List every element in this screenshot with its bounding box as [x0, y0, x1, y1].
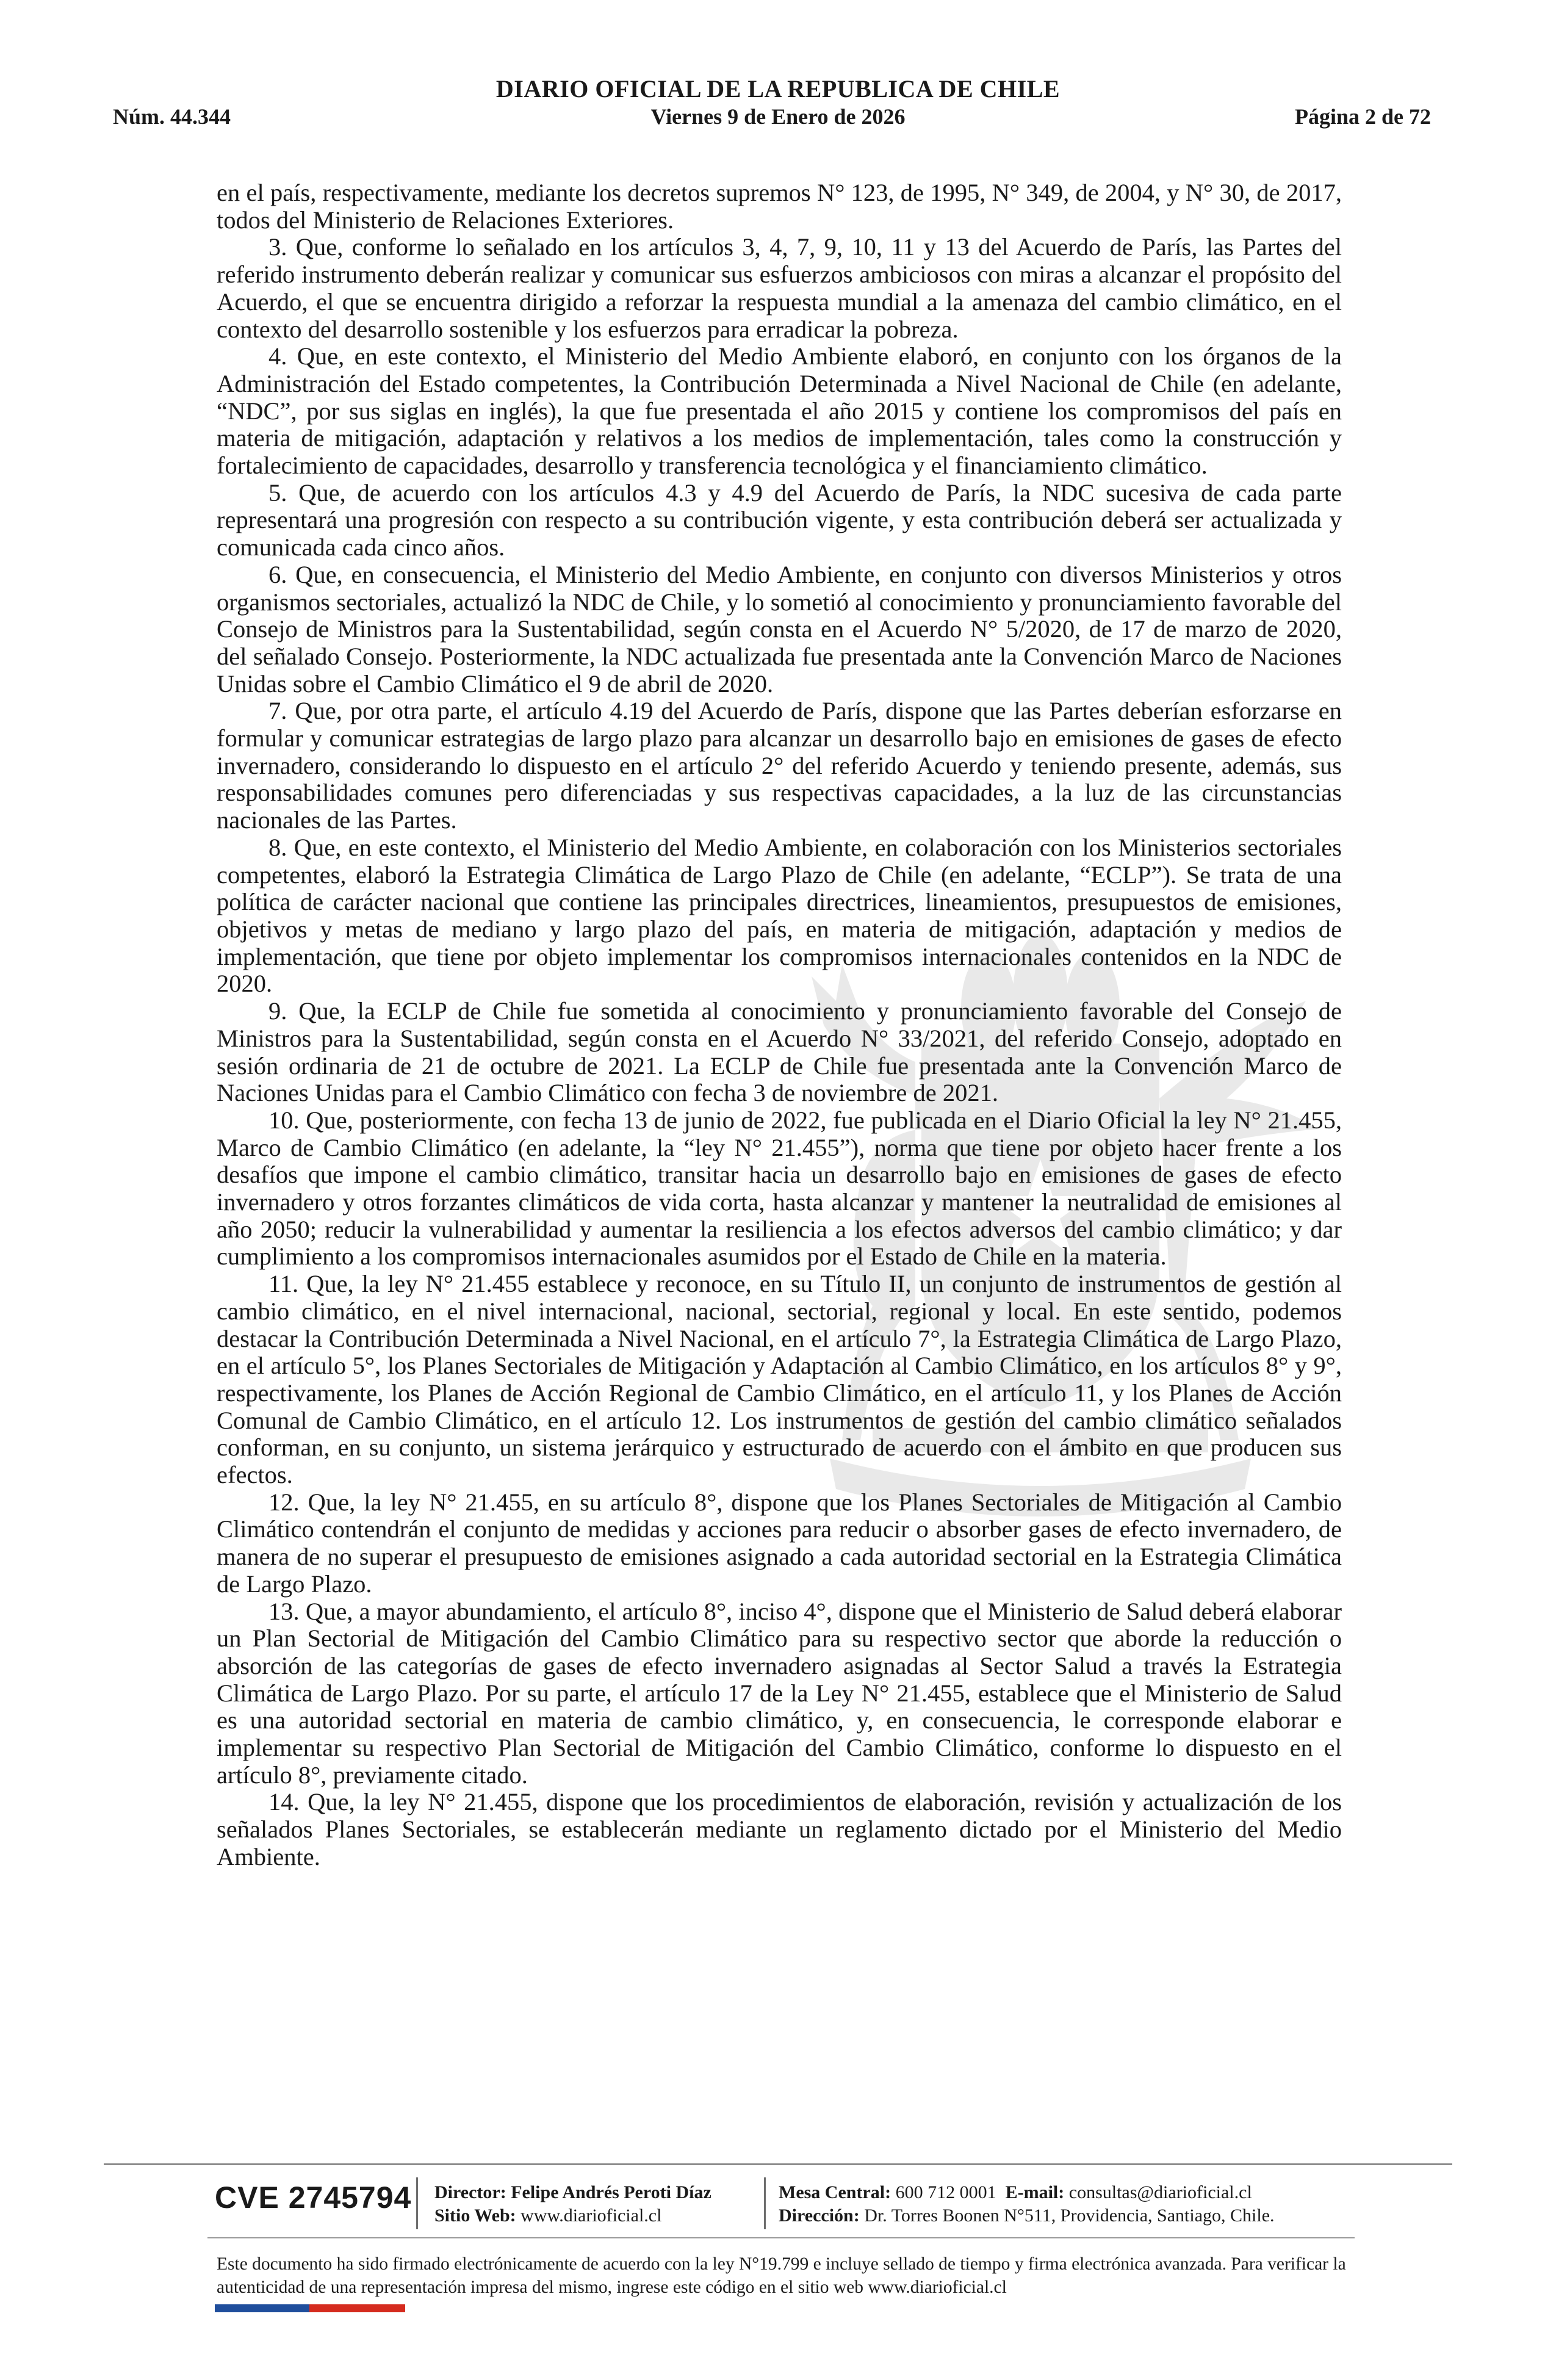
- paragraph: 13. Que, a mayor abundamiento, el artículo 8°, inciso 4°, dispone que el Ministerio de Salud deberá elaborar un Plan Sectorial de Mitigación del Cambio Climático para su respectivo sector que aborde la reducción o absorción de las categorías de gases de efecto invernadero asignadas al Sector Salud a través la Estrategia Climática de Largo Plazo. Por su parte, el artículo 17 de la Ley N° 21.455, establece que el Ministerio de Salud es una autoridad sectorial en materia de cambio climático, y, en consecuencia, le corresponde elaborar e implementar su respectivo Plan Sectorial de Mitigación del Cambio Climático, conforme lo dispuesto en el artículo 8°, previamente citado.: [217, 1597, 1342, 1789]
- footer-separator: [416, 2177, 418, 2229]
- issue-number: Núm. 44.344: [113, 104, 231, 129]
- paragraph: 11. Que, la ley N° 21.455 establece y reconoce, en su Título II, un conjunto de instrumentos de gestión al cambio climático, en el nivel internacional, nacional, sectorial, regional y local. En este sentido, podemos destacar la Contribución Determinada a Nivel Nacional, en el artículo 7°, la Estrategia Climática de Largo Plazo, en el artículo 5°, los Planes Sectoriales de Mitigación y Adaptación al Cambio Climático, en los artículos 8° y 9°, respectivamente, los Planes de Acción Regional de Cambio Climático, en el artículo 11, y los Planes de Acción Comunal de Cambio Climático, en el artículo 12. Los instrumentos de gestión del cambio climático señalados conforman, en su conjunto, un sistema jerárquico y estructurado de acuerdo con el ámbito en que producen sus efectos.: [217, 1270, 1342, 1489]
- flag-stripe-red: [309, 2304, 405, 2312]
- paragraph: 9. Que, la ECLP de Chile fue sometida al conocimiento y pronunciamiento favorable del Consejo de Ministros para la Sustentabilidad, según consta en el Acuerdo N° 33/2021, del referido Consejo, adoptado en sesión ordinaria de 21 de octubre de 2021. La ECLP de Chile fue presentada ante la Convención Marco de Naciones Unidas para el Cambio Climático con fecha 3 de noviembre de 2021.: [217, 997, 1342, 1107]
- email-link[interactable]: consultas@diarioficial.cl: [1068, 2182, 1252, 2202]
- address-text: Dr. Torres Boonen N°511, Providencia, Santiago, Chile.: [864, 2205, 1275, 2226]
- director-label: Director:: [434, 2182, 506, 2202]
- paragraph: 5. Que, de acuerdo con los artículos 4.3 y 4.9 del Acuerdo de París, la NDC sucesiva de cada parte representará una progresión con respecto a su contribución vigente, y esta contribución deberá ser actualizada y comunicada cada cinco años.: [217, 478, 1342, 561]
- website-link[interactable]: www.diarioficial.cl: [520, 2205, 662, 2226]
- electronic-signature-notice: Este documento ha sido firmado electrónicamente de acuerdo con la ley N°19.799 e incluye sellado de tiempo y firma electrónica avanzada. Para verificar la autenticidad de una representación impresa del mismo, ingrese este código en el sitio web www.diarioficial.cl: [217, 2254, 1346, 2297]
- footer-divider: [104, 2163, 1452, 2165]
- phone-number: 600 712 0001: [895, 2182, 996, 2202]
- email-label: E-mail:: [1005, 2182, 1065, 2202]
- paragraph: 8. Que, en este contexto, el Ministerio del Medio Ambiente, en colaboración con los Ministerios sectoriales competentes, elaboró la Estrategia Climática de Largo Plazo de Chile (en adelante, “ECLP”). Se trata de una política de carácter nacional que contiene las principales directrices, lineamientos, presupuestos de emisiones, objetivos y metas de mediano y largo plazo del país, en materia de mitigación, adaptación y medios de implementación, que tiene por objeto implementar los compromisos internacionales contenidos en la NDC de 2020.: [217, 833, 1342, 998]
- director-info: [434, 2181, 711, 2227]
- paragraph: 7. Que, por otra parte, el artículo 4.19 del Acuerdo de París, dispone que las Partes deberían esforzarse en formular y comunicar estrategias de largo plazo para alcanzar un desarrollo bajo en emisiones de gases de efecto invernadero, considerando lo dispuesto en el artículo 2° del referido Acuerdo y teniendo presente, además, sus responsabilidades comunes pero diferenciadas y sus respectivas capacidades, a la luz de las circunstancias nacionales de las Partes.: [217, 697, 1342, 834]
- document-body: [217, 179, 1342, 1871]
- paragraph: 4. Que, en este contexto, el Ministerio del Medio Ambiente elaboró, en conjunto con los órganos de la Administración del Estado competentes, la Contribución Determinada a Nivel Nacional de Chile (en adelante, “NDC”, por sus siglas en inglés), la que fue presentada el año 2015 y contiene los compromisos del país en materia de mitigación, adaptación y relativos a los medios de implementación, tales como la construcción y fortalecimiento de capacidades, desarrollo y transferencia tecnológica y el financiamiento climático.: [217, 342, 1342, 480]
- paragraph: en el país, respectivamente, mediante los decretos supremos N° 123, de 1995, N° 349, de 2004, y N° 30, de 2017, todos del Ministerio de Relaciones Exteriores.: [217, 179, 1342, 234]
- cve-code: CVE 2745794: [215, 2180, 412, 2215]
- address-label: Dirección:: [779, 2205, 860, 2226]
- director-name: Felipe Andrés Peroti Díaz: [511, 2182, 711, 2202]
- web-label: Sitio Web:: [434, 2205, 516, 2226]
- paragraph: 6. Que, en consecuencia, el Ministerio del Medio Ambiente, en conjunto con diversos Ministerios y otros organismos sectoriales, actualizó la NDC de Chile, y lo sometió al conocimiento y pronunciamiento favorable del Consejo de Ministros para la Sustentabilidad, según consta en el Acuerdo N° 5/2020, de 17 de marzo de 2020, del señalado Consejo. Posteriormente, la NDC actualizada fue presentada ante la Convención Marco de Naciones Unidas sobre el Cambio Climático el 9 de abril de 2020.: [217, 560, 1342, 698]
- footer-separator: [764, 2177, 766, 2229]
- issue-date: Viernes 9 de Enero de 2026: [650, 104, 906, 129]
- paragraph: 10. Que, posteriormente, con fecha 13 de junio de 2022, fue publicada en el Diario Oficial la ley N° 21.455, Marco de Cambio Climático (en adelante, la “ley N° 21.455”), norma que tiene por objeto hacer frente a los desafíos que impone el cambio climático, transitar hacia un desarrollo bajo en emisiones de gases de efecto invernadero y otros forzantes climáticos de vida corta, hasta alcanzar y mantener la neutralidad de emisiones al año 2050; reducir la vulnerabilidad y aumentar la resiliencia a los efectos adversos del cambio climático; y dar cumplimiento a los compromisos internacionales asumidos por el Estado de Chile en la materia.: [217, 1106, 1342, 1271]
- paragraph: 12. Que, la ley N° 21.455, en su artículo 8°, dispone que los Planes Sectoriales de Mitigación al Cambio Climático contendrán el conjunto de medidas y acciones para reducir o absorber gases de efecto invernadero, de manera de no superar el presupuesto de emisiones asignado a cada autoridad sectorial en la Estrategia Climática de Largo Plazo.: [217, 1488, 1342, 1598]
- paragraph: 14. Que, la ley N° 21.455, dispone que los procedimientos de elaboración, revisión y actualización de los señalados Planes Sectoriales, se establecerán mediante un reglamento dictado por el Ministerio del Medio Ambiente.: [217, 1788, 1342, 1870]
- contact-info: [779, 2181, 1275, 2227]
- phone-label: Mesa Central:: [779, 2182, 891, 2202]
- flag-stripe-blue: [215, 2304, 309, 2312]
- footer-divider-lower: [207, 2237, 1355, 2238]
- gazette-title: DIARIO OFICIAL DE LA REPUBLICA DE CHILE: [495, 75, 1061, 103]
- paragraph: 3. Que, conforme lo señalado en los artículos 3, 4, 7, 9, 10, 11 y 13 del Acuerdo de París, las Partes del referido instrumento deberán realizar y comunicar sus esfuerzos ambiciosos con miras a alcanzar el propósito del Acuerdo, el que se encuentra dirigido a reforzar la respuesta mundial a la amenaza del cambio climático, en el contexto del desarrollo sostenible y los esfuerzos para erradicar la pobreza.: [217, 233, 1342, 343]
- page-indicator: Página 2 de 72: [1294, 104, 1431, 129]
